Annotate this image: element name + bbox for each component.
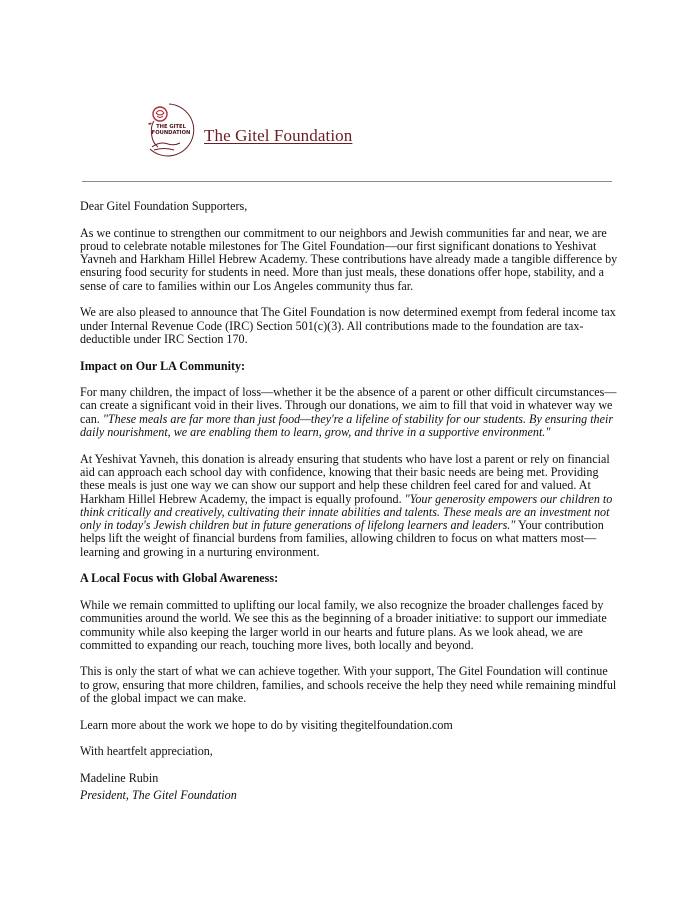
signer-title: President, The Gitel Foundation [80, 788, 237, 803]
signer-name: Madeline Rubin [80, 770, 159, 785]
letter-body [80, 200, 620, 802]
rose-circle-logo-icon [140, 101, 198, 159]
impact-quote: "These meals are far more than just food—they're a lifeline of stability for our students. By ensuring their daily nourishment, we are enabling them to learn, grow, and thrive in a supportive environment." [80, 411, 614, 440]
brand-name: The Gitel Foundation [204, 126, 353, 145]
schools-text-2: Your contribution helps lift the weight of financial burdens from families, allowing children to focus on what matters most—learning and growing in a nurturing environment. [80, 518, 604, 559]
closing: With heartfelt appreciation, [80, 744, 213, 759]
heading-global-awareness: A Local Focus with Global Awareness: [80, 571, 279, 586]
svg-text:THE GITEL: THE GITEL [156, 124, 186, 130]
heading-la-community: Impact on Our LA Community: [80, 358, 246, 373]
paragraph-schools [80, 453, 620, 559]
schools-text-1: At Yeshivat Yavneh, this donation is already ensuring that students who have lost a parent or rely on financial aid can approach each school day with confidence, knowing that their basic needs are being met. Providing these meals is just one way we can show our support and help these children feel cared for and valued. At Harkham Hillel Hebrew Academy, the impact is equally profound. [80, 451, 610, 506]
paragraph-tax-exempt: We are also pleased to announce that The Gitel Foundation is now determined exempt from federal income tax under Internal Revenue Code (IRC) Section 501(c)(3). All contributions made to the foundation are tax-deductible under IRC Section 170. [80, 305, 616, 346]
paragraph-future: This is only the start of what we can achieve together. With your support, The Gitel Foundation will continue to grow, ensuring that more children, families, and schools receive the help they need while remaining mindful of the global impact we can make. [80, 664, 617, 705]
schools-quote: "Your generosity empowers our children to think critically and creatively, cultivating their innate abilities and talents. These meals are an investment not only in today's Jewish children but in future generations of lifelong learners and leaders." [80, 491, 613, 533]
salutation: Dear Gitel Foundation Supporters, [80, 199, 248, 213]
impact-text: For many children, the impact of loss—whether it be the absence of a parent or other difficult circumstances—can create a significant void in their lives. Through our donations, we aim to fill that void in whatever way we can. [80, 385, 617, 426]
paragraph-impact [80, 386, 620, 439]
header-divider [82, 181, 612, 182]
paragraph-intro: As we continue to strengthen our commitment to our neighbors and Jewish communities far and near, we are proud to celebrate notable milestones for The Gitel Foundation—our first significant donations to Yeshivat Yavneh and Harkham Hillel Hebrew Academy. These contributions have already made a tangible difference by ensuring food security for students in need. More than just meals, these donations offer hope, stability, and a sense of care to families within our Los Angeles community thus far. [80, 225, 618, 293]
paragraph-learn-more: Learn more about the work we hope to do by visiting thegitelfoundation.com [80, 717, 453, 732]
paragraph-global: While we remain committed to uplifting our local family, we also recognize the broader challenges faced by communities around the world. We see this as the beginning of a broader initiative: to support our immediate community while also keeping the larger world in our hearts and future plans. As we look ahead, we are committed to expanding our reach, touching more lives, both locally and beyond. [80, 597, 607, 652]
svg-text:FOUNDATION: FOUNDATION [151, 130, 191, 136]
